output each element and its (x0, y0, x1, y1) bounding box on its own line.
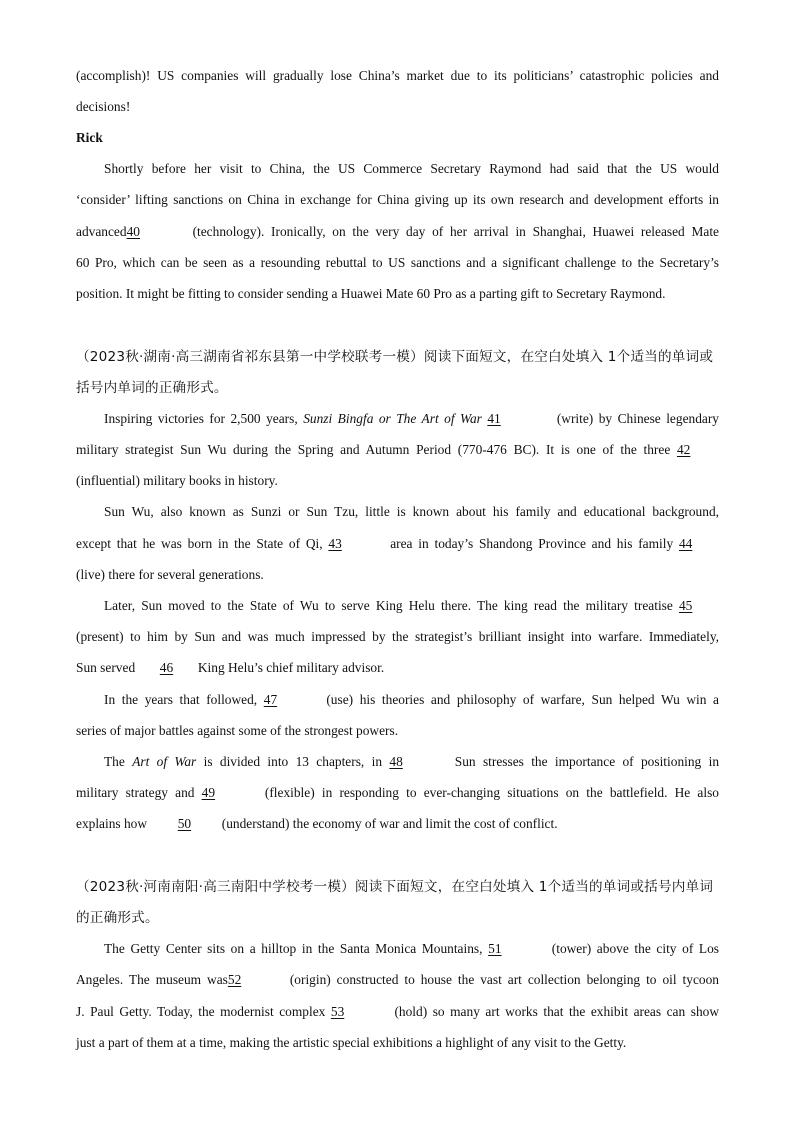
blank-53: 53 (330, 1004, 345, 1019)
blank-47: 47 (263, 692, 278, 707)
blank-41: 41 (487, 411, 501, 426)
text-line: advanced40 (technology). Ironically, on the very day of her arrival in Shanghai, Huawei released Mate (76, 222, 719, 242)
text-line: Sun served 46 King Helu’s chief military advisor. (76, 658, 719, 678)
blank-45: 45 (678, 598, 693, 613)
text-line: (influential) military books in history. (76, 473, 278, 488)
text-line: explains how 50 (understand) the economy of war and limit the cost of conflict. (76, 814, 719, 834)
blank-40: 40 (126, 224, 140, 239)
text-line: decisions! (76, 99, 131, 114)
text-line: (present) to him by Sun and was much impressed by the strategist’s brilliant insight into warfare. Immediately, (76, 629, 719, 644)
blank-43: 43 (328, 536, 342, 551)
blank-48: 48 (389, 754, 403, 769)
question-header: （2023秋·湖南·高三湖南省祁东县第一中学校联考一模）阅读下面短文，在空白处填入 1个适当的单词或 (76, 349, 714, 365)
blank-49: 49 (201, 785, 216, 800)
text-line: position. It might be fitting to consider sending a Huawei Mate 60 Pro as a parting gift to Secretary Raymond. (76, 286, 666, 301)
text-line: except that he was born in the State of Qi, 43 area in today’s Shandong Province and his family 44 (76, 534, 719, 554)
blank-51: 51 (488, 941, 502, 956)
text-line: Later, Sun moved to the State of Wu to serve King Helu there. The king read the military treatise 45 (104, 596, 719, 616)
text-line: Sun Wu, also known as Sunzi or Sun Tzu, little is known about his family and educational background, (104, 504, 719, 519)
text-line: The Art of War is divided into 13 chapters, in 48 Sun stresses the importance of positioning in (104, 752, 719, 772)
text-line: (live) there for several generations. (76, 567, 264, 582)
text-line: In the years that followed, 47 (use) his theories and philosophy of warfare, Sun helped Wu win a (104, 690, 719, 710)
text-line: 60 Pro, which can be seen as a resounding rebuttal to US sanctions and a significant challenge to the Secretary’s (76, 255, 719, 270)
author-name: Rick (76, 130, 103, 145)
text-line: Angeles. The museum was52 (origin) constructed to house the vast art collection belonging to oil tycoon (76, 970, 719, 990)
text-line: J. Paul Getty. Today, the modernist complex 53 (hold) so many art works that the exhibit areas can show (76, 1002, 719, 1022)
text-line: Shortly before her visit to China, the US Commerce Secretary Raymond had said that the US would (104, 161, 719, 176)
text-line: (accomplish)! US companies will gradually lose China’s market due to its politicians’ catastrophic policies and (76, 68, 719, 83)
text-line: just a part of them at a time, making the artistic special exhibitions a highlight of any visit to the Getty. (76, 1035, 627, 1050)
blank-52: 52 (227, 972, 242, 987)
question-header: 的正确形式。 (76, 910, 159, 926)
text-line: military strategist Sun Wu during the Spring and Autumn Period (770-476 BC). It is one of the three 42 (76, 440, 719, 460)
blank-50: 50 (177, 816, 192, 831)
text-line: military strategy and 49 (flexible) in responding to ever-changing situations on the battlefield. He also (76, 783, 719, 803)
text-line: Inspiring victories for 2,500 years, Sunzi Bingfa or The Art of War 41 (write) by Chinese legendary (104, 409, 719, 429)
blank-46: 46 (159, 660, 174, 675)
question-header: （2023秋·河南南阳·高三南阳中学校考一模）阅读下面短文，在空白处填入 1个适当的单词或括号内单词 (76, 879, 714, 895)
text-line: ‘consider’ lifting sanctions on China in exchange for China giving up its own research and development efforts in (76, 192, 719, 207)
blank-44: 44 (678, 536, 693, 551)
blank-42: 42 (676, 442, 691, 457)
text-line: series of major battles against some of the strongest powers. (76, 723, 399, 738)
text-line: The Getty Center sits on a hilltop in the Santa Monica Mountains, 51 (tower) above the city of Los (104, 939, 719, 959)
question-header: 括号内单词的正确形式。 (76, 380, 228, 396)
